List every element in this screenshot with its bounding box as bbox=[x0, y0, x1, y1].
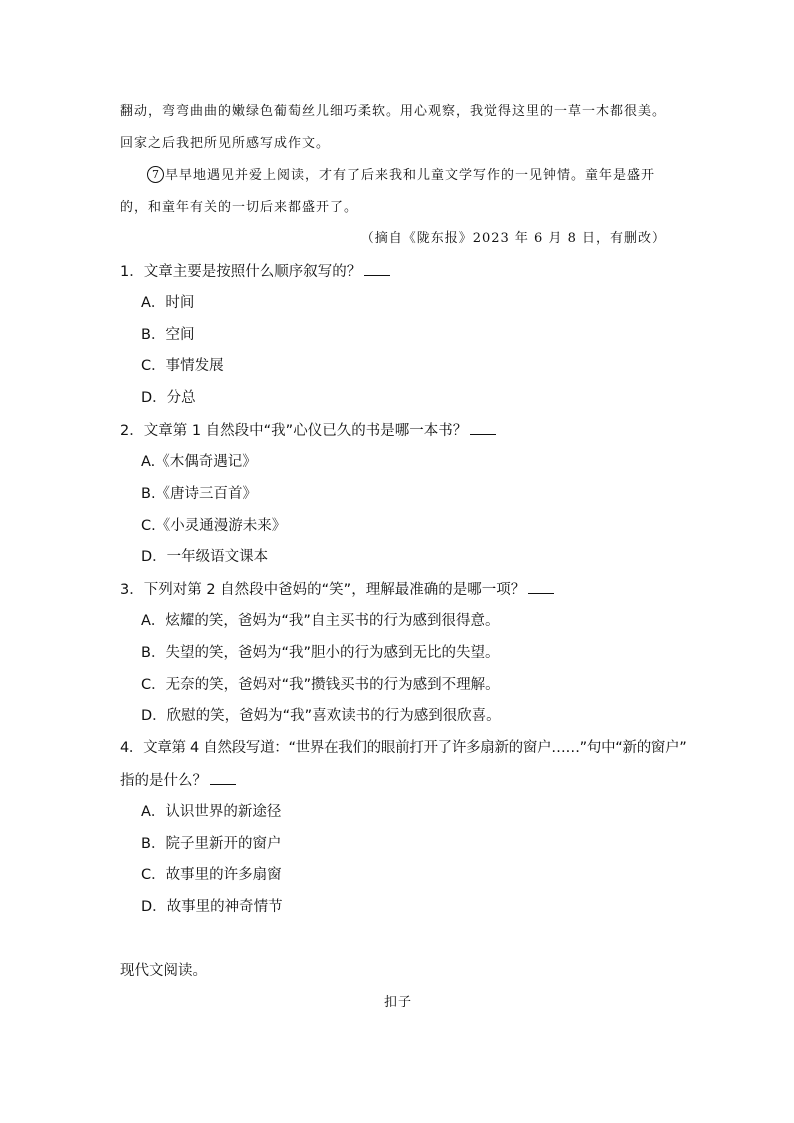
question-3-option: D．欣慰的笑，爸妈为“我”喜欢读书的行为感到很欣喜。 bbox=[141, 708, 501, 724]
paragraph-number-badge: 7 bbox=[147, 166, 164, 183]
answer-blank[interactable] bbox=[364, 261, 390, 276]
question-4-option: D．故事里的神奇情节 bbox=[141, 899, 283, 915]
question-2-stem: 2．文章第 1 自然段中“我”心仪已久的书是哪一本书？ bbox=[120, 420, 496, 441]
question-1-option: C．事情发展 bbox=[141, 358, 224, 374]
answer-blank[interactable] bbox=[528, 579, 554, 594]
answer-blank[interactable] bbox=[470, 420, 496, 435]
question-4-option: B．院子里新开的窗户 bbox=[141, 836, 282, 852]
question-4-stem: 4．文章第 4 自然段写道：“世界在我们的眼前打开了许多扇新的窗户……”句中“新的窗户” bbox=[120, 740, 687, 756]
passage-title: 扣子 bbox=[384, 995, 413, 1010]
question-4-option: C．故事里的许多扇窗 bbox=[141, 867, 282, 883]
passage-line: 翻动，弯弯曲曲的嫩绿色葡萄丝儿细巧柔软。用心观察，我觉得这里的一草一木都很美。 bbox=[120, 104, 667, 119]
answer-blank[interactable] bbox=[210, 770, 236, 785]
question-2-option: A.《木偶奇遇记》 bbox=[141, 454, 257, 470]
paragraph-7-text: 早早地遇见并爱上阅读，才有了后来我和儿童文学写作的一见钟情。童年是盛开 bbox=[165, 168, 656, 183]
question-4-stem: 指的是什么？ bbox=[120, 770, 236, 791]
question-2-option: C.《小灵通漫游未来》 bbox=[141, 518, 287, 534]
paragraph-7-line: 的，和童年有关的一切后来都盛开了。 bbox=[120, 200, 359, 215]
question-3-option: C．无奈的笑，爸妈对“我”攒钱买书的行为感到不理解。 bbox=[141, 677, 500, 693]
section-label: 现代文阅读。 bbox=[120, 963, 207, 979]
question-4-option: A．认识世界的新途径 bbox=[141, 804, 282, 820]
question-3-option: B．失望的笑，爸妈为“我”胆小的行为感到无比的失望。 bbox=[141, 645, 500, 661]
question-1-option: B．空间 bbox=[141, 327, 195, 343]
question-1-option: D．分总 bbox=[141, 390, 196, 406]
question-2-option: B.《唐诗三百首》 bbox=[141, 486, 258, 502]
question-2-option: D．一年级语文课本 bbox=[141, 549, 269, 565]
source-citation: （摘自《陇东报》2023 年 6 月 8 日，有删改） bbox=[360, 231, 666, 246]
passage-line: 回家之后我把所见所感写成作文。 bbox=[120, 136, 331, 151]
question-3-option: A．炫耀的笑，爸妈为“我”自主买书的行为感到很得意。 bbox=[141, 613, 500, 629]
question-3-stem: 3．下列对第 2 自然段中爸妈的“笑”，理解最准确的是哪一项？ bbox=[120, 579, 554, 600]
question-1-stem: 1．文章主要是按照什么顺序叙写的？ bbox=[120, 261, 390, 282]
paragraph-7-line bbox=[147, 166, 655, 186]
question-1-option: A．时间 bbox=[141, 295, 195, 311]
